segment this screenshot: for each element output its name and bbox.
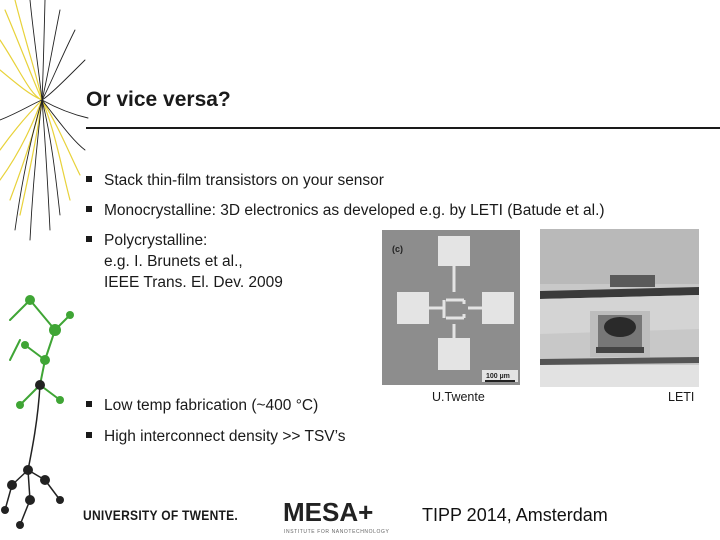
scale-bar-label: 100 µm (486, 373, 510, 380)
bullet-item (86, 200, 605, 221)
bullet-marker (86, 206, 92, 212)
slide-title: Or vice versa? (86, 88, 231, 111)
mesa-tagline: INSTITUTE FOR NANOTECHNOLOGY (284, 529, 390, 535)
bullet-item (86, 170, 384, 191)
bullet-text: Low temp fabrication (~400 °C) (104, 397, 319, 414)
bullet-text: High interconnect density >> TSV’s (104, 428, 346, 445)
bullet-subline: e.g. I. Brunets et al., (104, 253, 243, 270)
university-logo-text: UNIVERSITY OF TWENTE. (83, 507, 239, 523)
bullet-marker (86, 176, 92, 182)
bullet-text: Stack thin-film transistors on your sensor (104, 172, 384, 189)
neuron-decoration (0, 0, 90, 540)
leti-cross-section (540, 229, 699, 387)
bullet-item (86, 230, 283, 293)
micrograph-label: (c) (392, 244, 403, 254)
title-underline (86, 127, 720, 129)
bullet-marker (86, 432, 92, 438)
caption-leti: LETI (668, 390, 695, 404)
bullet-text: Polycrystalline: (104, 232, 208, 249)
tft-micrograph (382, 230, 520, 385)
bullet-marker (86, 236, 92, 242)
bullet-subline: IEEE Trans. El. Dev. 2009 (104, 274, 283, 291)
bullet-text: Monocrystalline: 3D electronics as developed e.g. by LETI (Batude et al.) (104, 202, 605, 219)
event-label: TIPP 2014, Amsterdam (422, 505, 608, 525)
bullet-item (86, 426, 346, 447)
bullet-item (86, 395, 318, 416)
bullet-marker (86, 401, 92, 407)
mesa-logo: MESA+ (283, 497, 374, 527)
caption-utwente: U.Twente (432, 390, 485, 404)
